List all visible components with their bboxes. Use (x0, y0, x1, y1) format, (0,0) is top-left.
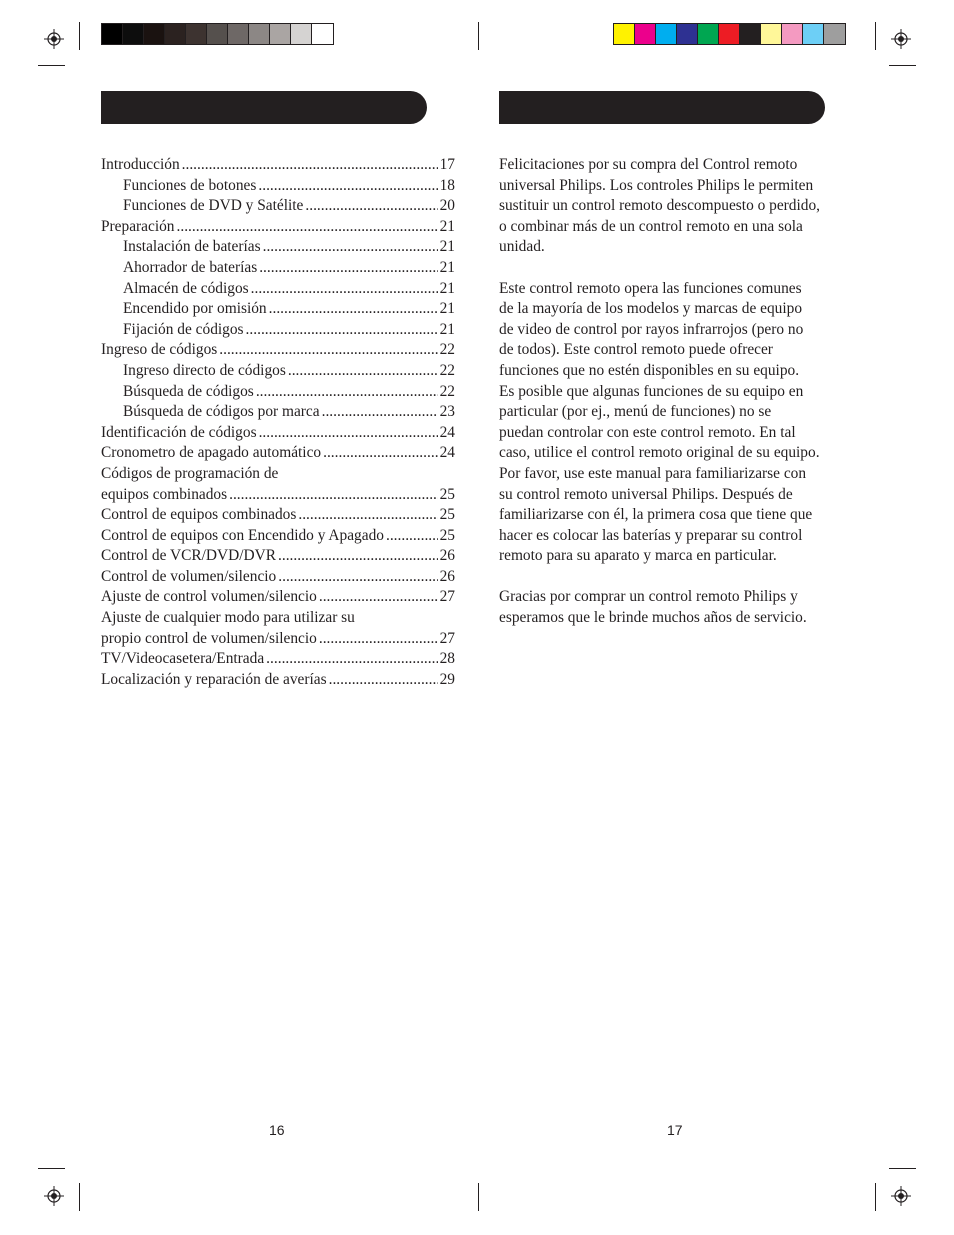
toc-entry (101, 526, 455, 547)
intro-line: funciones que no estén disponibles en su equipo. (499, 361, 800, 379)
toc-entry-page: 25 (439, 526, 455, 544)
toc-entry-title: propio control de volumen/silencio (101, 629, 317, 647)
color-swatch (782, 24, 803, 44)
page-number-right: 17 (667, 1122, 683, 1138)
intro-line: remoto para su aparato y marca en particular. (499, 547, 777, 565)
toc-entry-page: 22 (439, 341, 455, 359)
toc-entry (101, 320, 455, 341)
toc-entry (101, 546, 455, 567)
toc-leader-dots (263, 237, 438, 258)
intro-line: unidad. (499, 238, 545, 256)
grayscale-calibration-bar (101, 23, 334, 45)
registration-mark-icon (891, 1186, 911, 1206)
toc-entry-title: Instalación de baterías (123, 238, 261, 256)
toc-entry (101, 443, 455, 464)
toc-entry-page: 18 (439, 176, 455, 194)
registration-mark-icon (891, 29, 911, 49)
toc-leader-dots (298, 505, 437, 526)
toc-leader-dots (256, 382, 438, 403)
toc-leader-dots (305, 196, 437, 217)
toc-entry-page: 21 (439, 279, 455, 297)
toc-entry-title: Identificación de códigos (101, 423, 257, 441)
color-swatch (824, 24, 845, 44)
toc-entry (101, 382, 455, 403)
toc-entry-page: 26 (439, 547, 455, 565)
toc-entry-title: Introducción (101, 156, 180, 173)
color-swatch (803, 24, 824, 44)
toc-entry-page: 24 (439, 423, 455, 441)
toc-entry-title: Códigos de programación de (101, 464, 279, 482)
toc-entry-title: Preparación (101, 217, 175, 235)
introduction-text (499, 155, 859, 649)
intro-line: Es posible que algunas funciones de su equipo en (499, 382, 804, 400)
toc-entry-page: 21 (439, 300, 455, 318)
toc-entry (101, 485, 455, 506)
toc-entry-page: 23 (439, 403, 455, 421)
toc-entry-title: Funciones de botones (123, 176, 257, 194)
toc-entry (101, 237, 455, 258)
color-swatch (186, 24, 207, 44)
toc-leader-dots (288, 361, 438, 382)
toc-leader-dots (259, 258, 437, 279)
intro-line: Por favor, use este manual para familiarizarse con (499, 464, 807, 482)
toc-entry-title: Control de equipos combinados (101, 506, 297, 524)
toc-entry-title: TV/Videocasetera/Entrada (101, 650, 265, 668)
toc-entry (101, 340, 455, 361)
toc-leader-dots (258, 176, 437, 197)
toc-entry-page: 21 (439, 320, 455, 338)
toc-entry-page: 17 (439, 156, 455, 173)
toc-entry-page: 21 (439, 217, 455, 235)
intro-line: de todos). Este control remoto puede ofrecer (499, 341, 773, 359)
toc-entry-title: equipos combinados (101, 485, 228, 503)
toc-entry (101, 196, 455, 217)
toc-leader-dots (182, 155, 438, 176)
toc-entry-title: Ingreso de códigos (101, 341, 218, 359)
color-swatch (677, 24, 698, 44)
toc-entry-page: 21 (439, 258, 455, 276)
intro-line: familiarizarse con él, la primera cosa que tiene que (499, 506, 813, 524)
toc-entry-page: 22 (439, 361, 455, 379)
toc-entry-title: Encendido por omisión (123, 300, 267, 318)
color-swatch (719, 24, 740, 44)
color-swatch (614, 24, 635, 44)
color-swatch (102, 24, 123, 44)
toc-entry (101, 505, 455, 526)
toc-entry-title: Búsqueda de códigos por marca (123, 403, 320, 421)
intro-paragraph (499, 587, 859, 628)
toc-leader-dots (259, 423, 438, 444)
intro-line: sustituir un control remoto descompuesto o perdido, (499, 197, 821, 215)
color-swatch (165, 24, 186, 44)
toc-entry-page: 24 (439, 444, 455, 462)
toc-entry (101, 299, 455, 320)
intro-line: de la mayoría de los modelos y marcas de equipo (499, 300, 803, 318)
toc-leader-dots (329, 670, 438, 691)
page-number-left: 16 (269, 1122, 285, 1138)
toc-entry-title: Control de VCR/DVD/DVR (101, 547, 277, 565)
intro-line: esperamos que le brinde muchos años de servicio. (499, 609, 807, 627)
toc-entry-title: Control de equipos con Encendido y Apagado (101, 526, 384, 544)
color-swatch (249, 24, 270, 44)
toc-entry (101, 217, 455, 238)
toc-entry-title: Funciones de DVD y Satélite (123, 197, 304, 215)
toc-entry (101, 155, 455, 176)
color-swatch (291, 24, 312, 44)
toc-leader-dots (219, 340, 437, 361)
left-section-header-bar (101, 91, 427, 124)
toc-entry-page: 28 (439, 650, 455, 668)
intro-line: particular (por ej., menú de funciones) no se (499, 403, 772, 421)
color-swatch (312, 24, 333, 44)
toc-entry-title: Ajuste de cualquier modo para utilizar su (101, 609, 355, 627)
toc-leader-dots (246, 320, 438, 341)
color-swatch (698, 24, 719, 44)
color-swatch (740, 24, 761, 44)
color-swatch (635, 24, 656, 44)
toc-entry-title: Almacén de códigos (123, 279, 249, 297)
toc-entry-page: 22 (439, 382, 455, 400)
toc-leader-dots (323, 443, 438, 464)
intro-line: puedan controlar con este control remoto. En tal (499, 423, 796, 441)
toc-entry (101, 361, 455, 382)
toc-leader-dots (386, 526, 438, 547)
right-section-header-bar (499, 91, 825, 124)
toc-leader-dots (177, 217, 438, 238)
toc-entry-title: Ajuste de control volumen/silencio (101, 588, 317, 606)
intro-line: Felicitaciones por su compra del Control remoto (499, 156, 798, 173)
toc-leader-dots (319, 587, 438, 608)
toc-leader-dots (269, 299, 438, 320)
toc-entry-title: Localización y reparación de averías (101, 670, 327, 688)
toc-leader-dots (229, 485, 438, 506)
toc-leader-dots (266, 649, 437, 670)
table-of-contents (101, 155, 455, 690)
toc-entry (101, 279, 455, 300)
toc-entry-page: 26 (439, 567, 455, 585)
toc-entry (101, 423, 455, 444)
toc-entry-title: Cronometro de apagado automático (101, 444, 322, 462)
toc-entry-title: Ahorrador de baterías (123, 258, 258, 276)
color-swatch (228, 24, 249, 44)
intro-line: Este control remoto opera las funciones comunes (499, 279, 802, 297)
intro-paragraph (499, 279, 859, 567)
toc-entry (101, 402, 455, 423)
color-swatch (656, 24, 677, 44)
toc-entry-page: 27 (439, 629, 455, 647)
color-swatch (207, 24, 228, 44)
intro-paragraph (499, 155, 859, 258)
registration-mark-icon (44, 1186, 64, 1206)
toc-leader-dots (319, 629, 438, 650)
intro-line: o combinar más de un control remoto en una sola (499, 217, 803, 235)
toc-entry-title: Ingreso directo de códigos (123, 361, 286, 379)
registration-mark-icon (44, 29, 64, 49)
color-swatch (761, 24, 782, 44)
color-calibration-bar (613, 23, 846, 45)
toc-entry-page: 29 (439, 670, 455, 688)
toc-entry (101, 629, 455, 650)
toc-entry-page: 21 (439, 238, 455, 256)
toc-entry (101, 567, 455, 588)
toc-leader-dots (278, 567, 437, 588)
intro-line: su control remoto universal Philips. Después de (499, 485, 793, 503)
intro-line: caso, utilice el control remoto original de su equipo. (499, 444, 820, 462)
toc-entry (101, 670, 455, 691)
toc-leader-dots (251, 279, 438, 300)
toc-entry-title: Fijación de códigos (123, 320, 244, 338)
toc-entry-title: Control de volumen/silencio (101, 567, 277, 585)
toc-entry (101, 258, 455, 279)
color-swatch (123, 24, 144, 44)
toc-entry-page: 27 (439, 588, 455, 606)
toc-entry (101, 176, 455, 197)
toc-leader-dots (322, 402, 438, 423)
toc-entry (101, 587, 455, 608)
toc-leader-dots (278, 546, 438, 567)
toc-entry-page: 25 (439, 485, 455, 503)
intro-line: de video de control por rayos infrarrojos (pero no (499, 320, 804, 338)
color-swatch (270, 24, 291, 44)
toc-entry-title: Búsqueda de códigos (123, 382, 254, 400)
toc-entry-page: 25 (439, 506, 455, 524)
intro-line: universal Philips. Los controles Philips le permiten (499, 176, 814, 194)
toc-entry (101, 649, 455, 670)
intro-line: hacer es colocar las baterías y preparar su control (499, 526, 803, 544)
color-swatch (144, 24, 165, 44)
toc-entry-page: 20 (439, 197, 455, 215)
intro-line: Gracias por comprar un control remoto Philips y (499, 588, 798, 606)
